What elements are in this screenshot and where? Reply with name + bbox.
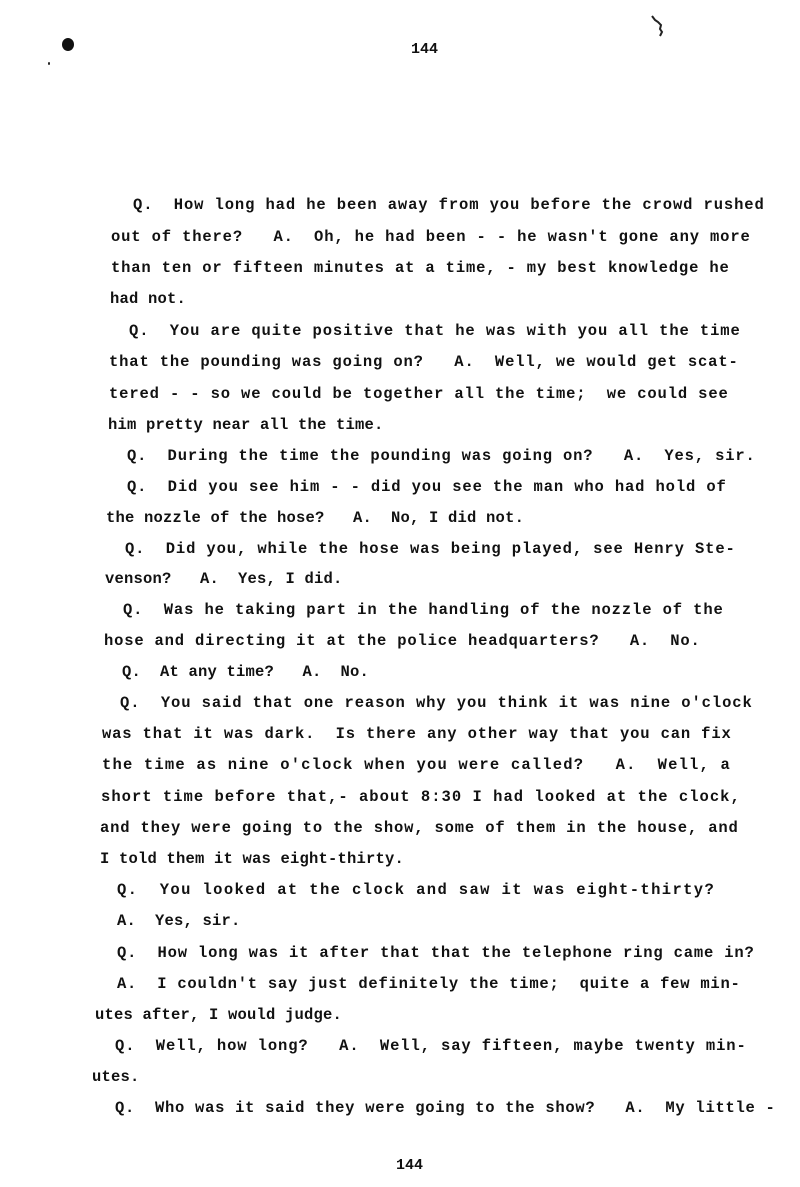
transcript-line: utes after, I would judge. bbox=[95, 1006, 343, 1024]
transcript-line: Q. During the time the pounding was going on? A. Yes, sir. bbox=[127, 447, 756, 465]
transcript-line: was that it was dark. Is there any other way that you can fix bbox=[102, 725, 732, 743]
transcript-line: A. I couldn't say just definitely the time; quite a few min- bbox=[117, 975, 741, 993]
transcript-line: venson? A. Yes, I did. bbox=[105, 570, 343, 588]
transcript-line: Q. Well, how long? A. Well, say fifteen, maybe twenty min- bbox=[115, 1037, 747, 1055]
transcript-line: tered - - so we could be together all the time; we could see bbox=[109, 385, 729, 403]
corner-pencil-mark-icon bbox=[648, 14, 668, 40]
scan-speck bbox=[48, 62, 50, 65]
transcript-line: had not. bbox=[110, 290, 187, 308]
transcript-line: I told them it was eight-thirty. bbox=[100, 850, 405, 868]
transcript-line: Q. You are quite positive that he was with you all the time bbox=[129, 322, 741, 340]
transcript-line: and they were going to the show, some of them in the house, and bbox=[100, 819, 739, 837]
transcript-line: short time before that,- about 8:30 I had looked at the clock, bbox=[101, 788, 741, 806]
transcript-line: Q. You looked at the clock and saw it was eight-thirty? bbox=[117, 881, 716, 899]
transcript-line: the time as nine o'clock when you were called? A. Well, a bbox=[102, 756, 731, 774]
transcript-line: Q. Did you see him - - did you see the man who had hold of bbox=[127, 478, 727, 496]
page-number-top: 144 bbox=[411, 41, 439, 58]
transcript-line: out of there? A. Oh, he had been - - he wasn't gone any more bbox=[111, 228, 751, 246]
transcript-line: Q. How long had he been away from you before the crowd rushed bbox=[133, 196, 765, 214]
transcript-line: utes. bbox=[92, 1068, 140, 1086]
transcript-line: the nozzle of the hose? A. No, I did not. bbox=[106, 509, 525, 527]
transcript-line: Q. At any time? A. No. bbox=[122, 663, 370, 681]
transcript-line: Q. You said that one reason why you think it was nine o'clock bbox=[120, 694, 753, 712]
page-number-bottom: 144 bbox=[396, 1157, 424, 1174]
transcript-line: him pretty near all the time. bbox=[108, 416, 384, 434]
transcript-line: Q. Was he taking part in the handling of the nozzle of the bbox=[123, 601, 724, 619]
transcript-line: Q. Did you, while the hose was being played, see Henry Ste- bbox=[125, 540, 736, 558]
transcript-line: hose and directing it at the police headquarters? A. No. bbox=[104, 632, 701, 650]
transcript-line: Q. Who was it said they were going to the show? A. My little - bbox=[115, 1099, 776, 1117]
transcript-line: Q. How long was it after that that the telephone ring came in? bbox=[117, 944, 755, 962]
transcript-line: than ten or fifteen minutes at a time, - my best knowledge he bbox=[111, 259, 730, 277]
transcript-line: that the pounding was going on? A. Well, we would get scat- bbox=[109, 353, 739, 371]
transcript-line: A. Yes, sir. bbox=[117, 912, 241, 930]
hole-punch-mark bbox=[62, 38, 74, 51]
